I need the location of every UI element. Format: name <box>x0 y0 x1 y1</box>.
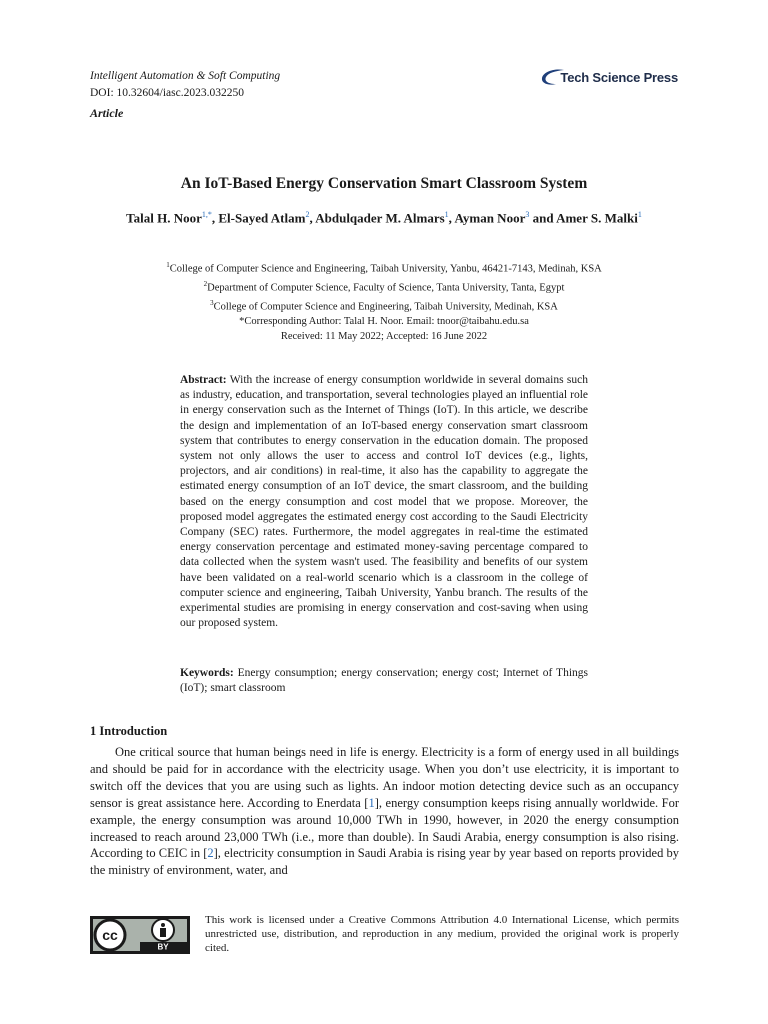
citation-link-2[interactable]: 2 <box>207 846 214 861</box>
author-separator: , <box>211 210 219 226</box>
cc-by-license-icon[interactable] <box>90 916 190 954</box>
abstract <box>180 373 588 631</box>
doi: DOI: 10.32604/iasc.2023.032250 <box>90 87 244 99</box>
author-name: Amer S. Malki <box>556 210 638 226</box>
affiliation-3: $^3$College of Computer Science and Engineering, Taibah University, Medinah, KSA <box>210 299 558 313</box>
affiliation-1: $^1$College of Computer Science and Engineering, Taibah University, Yanbu, 46421-7143, Medinah, KSA <box>166 261 602 275</box>
by-label: BY <box>157 942 169 952</box>
cc-label: cc <box>102 927 118 943</box>
keywords <box>180 666 588 696</box>
author-affiliation-mark[interactable]: 1,* <box>201 210 212 219</box>
author-name: Abdulqader M. Almars <box>315 210 445 226</box>
abstract-label: Abstract: <box>180 374 227 386</box>
citation-link-1[interactable]: 1 <box>368 795 375 810</box>
author-affiliation-mark[interactable]: 3 <box>525 210 530 219</box>
license-text: This work is licensed under a Creative Commons Attribution 4.0 International License, which permits unrestricted use, distribution, and reproduction in any medium, provided the original work is properly cited. <box>205 914 679 954</box>
paper-title: An IoT-Based Energy Conservation Smart Classroom System <box>180 175 588 192</box>
abstract-text: With the increase of energy consumption worldwide in several domains such as industry, education, and transportation, several technologies played an influential role in energy conservation such as the Internet of Things (IoT). In this article, we describe the design and implementation of an IoT-based energy conservation smart classroom system that contributes to energy conservation in the education domain. The proposed system not only allows the user to access and control IoT devices (e.g., lights, projectors, and air conditions) in real-time, it also has the capability to aggregate the estimated energy consumption of an IoT device, the smart classroom, and the building based on the energy consumption and cost model that we propose. Moreover, the proposed model aggregates the estimated energy cost according to the Saudi Electricity Company (SEC) rates. Furthermore, the model aggregates in real-time the estimated energy conservation percentage and estimated money-saving percentage compared to data collected when the system wasn't used. The feasibility and benefits of our system have been validated on a real-world scenario which is a classroom in the college of computer science and engineering, Taibah University, Yanbu branch. The results of the experimental studies are promising in energy conservation and cost-saving when using our proposed system. <box>180 374 588 630</box>
author-separator: , <box>309 210 316 226</box>
author-affiliation-mark[interactable]: 1 <box>637 210 642 219</box>
keywords-label: Keywords: <box>180 667 234 679</box>
author-list <box>0 210 768 226</box>
author-affiliation-mark[interactable]: 2 <box>305 210 310 219</box>
journal-name: Intelligent Automation & Soft Computing <box>90 70 281 82</box>
author-name: Talal H. Noor <box>126 210 202 226</box>
author-separator: and <box>529 210 557 226</box>
publisher-name: Tech Science Press <box>560 69 678 85</box>
author-name: Ayman Noor <box>454 210 526 226</box>
received-dates: Received: 11 May 2022; Accepted: 16 June 2022 <box>280 330 488 342</box>
keywords-text: Energy consumption; energy conservation; energy cost; Internet of Things (IoT); smart classroom <box>180 667 588 695</box>
affiliations <box>0 258 768 344</box>
section-heading-introduction: 1 Introduction <box>90 724 168 738</box>
corresponding-author: *Corresponding Author: Talal H. Noor. Email: tnoor@taibahu.edu.sa <box>239 316 529 327</box>
author-affiliation-mark[interactable]: 1 <box>444 210 449 219</box>
affiliation-2: $^2$Department of Computer Science, Faculty of Science, Tanta University, Tanta, Egypt <box>203 280 565 294</box>
author-separator: , <box>448 210 455 226</box>
publisher-logo <box>540 67 678 87</box>
article-type: Article <box>90 106 124 120</box>
introduction-paragraph: One critical source that human beings need in life is energy. Electricity is a form of energy used in all buildings and should be paid for in accordance with the electricity usage. When you don’t use electricity, it is important to switch off the devices that you are using such as lights. An indoor motion detecting device such as an occupancy sensor is great assistance here. According to Enerdata [1], energy consumption keeps rising annually worldwide. For example, the energy consumption was around 10,000 TWh in 1990, however, in 2020 the energy consumption increased to reach around 23,000 TWh (i.e., more than double). In Saudi Arabia, energy consumption is also rising. According to CEIC in [2], electricity consumption in Saudi Arabia is rising year by year based on reports provided by the ministry of environment, water, and <box>90 745 680 878</box>
author-name: El-Sayed Atlam <box>218 210 306 226</box>
